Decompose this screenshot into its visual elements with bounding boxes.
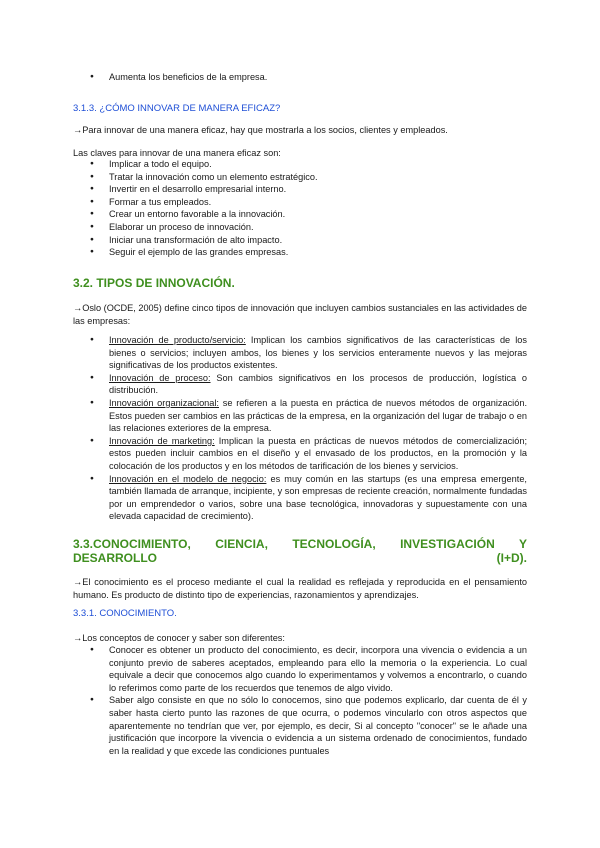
list-item: ● Conocer es obtener un producto del conocimiento, es decir, incorpora una vivencia o evidencia a un conjunto previo de saberes aceptados, empleando para ello la memoria o la experiencia. Lo cual equivale a decir que conocemos algo cuando lo experimentamos y volvemos a encontrarlo, o cuando lo referimos como parte de los recuerdos que tenemos de algo vivido. xyxy=(0,644,527,694)
list-item xyxy=(0,372,527,397)
list-item: ● Implicar a todo el equipo. xyxy=(0,158,527,171)
heading-3-3: 3.3.CONOCIMIENTO, CIENCIA, TECNOLOGÍA, INVESTIGACIÓN Y DESARROLLO (I+D). xyxy=(73,537,527,565)
list-item: ● Aumenta los beneficios de la empresa. xyxy=(0,71,527,84)
list-item xyxy=(0,473,527,523)
term-label: Innovación organizacional: xyxy=(109,397,219,408)
innovation-types-list xyxy=(0,334,527,523)
term-label: Innovación en el modelo de negocio: xyxy=(109,473,267,484)
term-description: es muy común en las startups (es una empresa emergente, también llamada de arranque, incipiente, y son empresas de reciente creación, normalmente fundadas por un emprendedor o varios, sobre una base tecnológica, innovadoras y supuestamente con una elevada capacidad de crecimiento). xyxy=(109,473,527,522)
list-item: ● Tratar la innovación como un elemento estratégico. xyxy=(0,171,527,184)
list-item: ● Saber algo consiste en que no sólo lo conocemos, sino que podemos explicarlo, dar cuenta de él y saber hasta cierto punto las razones de que ocurra, o podemos vincularlo con otros aspectos que aparentemente no tendrían que ver, por ejemplo, es decir, Si al concepto "conocer" se le añade una justificación que incorpore la vivencia o evidencia a un sistema ordenado de conocimientos, fundado en la realidad y que excede las condiciones puntuales xyxy=(0,694,527,757)
top-bullet-list xyxy=(0,71,527,84)
term-label: Innovación de marketing: xyxy=(109,435,215,446)
heading-3-1-3: 3.1.3. ¿CÓMO INNOVAR DE MANERA EFICAZ? xyxy=(73,103,281,114)
paragraph-32-intro: →Oslo (OCDE, 2005) define cinco tipos de innovación que incluyen cambios sustanciales en las actividades de las empresas: xyxy=(73,303,528,326)
list-item: ● Iniciar una transformación de alto impacto. xyxy=(0,234,527,247)
paragraph-313-intro: →Para innovar de una manera eficaz, hay que mostrarla a los socios, clientes y empleados. xyxy=(73,125,448,135)
term-label: Innovación de producto/servicio: xyxy=(109,335,246,345)
list-item: ● Crear un entorno favorable a la innovación. xyxy=(0,208,527,221)
list-item: ● Invertir en el desarrollo empresarial interno. xyxy=(0,183,527,196)
list-item: ● Elaborar un proceso de innovación. xyxy=(0,221,527,234)
heading-3-2: 3.2. TIPOS DE INNOVACIÓN. xyxy=(73,276,235,290)
keys-list xyxy=(0,158,527,259)
term-description: Implican los cambios significativos de las características de los bienes o servicios; incluyen ambos, los bienes y los servicios enteramente nuevos y las mejoras significativas de los productos existentes. xyxy=(109,335,527,371)
paragraph-313-keys-intro: Las claves para innovar de una manera eficaz son: xyxy=(73,148,281,158)
list-item xyxy=(0,397,527,435)
term-label: Innovación de proceso: xyxy=(109,372,211,383)
list-item: ● Formar a tus empleados. xyxy=(0,196,527,209)
list-item xyxy=(0,435,527,473)
list-item xyxy=(0,334,527,372)
list-item: ● Seguir el ejemplo de las grandes empresas. xyxy=(0,246,527,259)
term-description: se refieren a la puesta en práctica de nuevos métodos de organización. Estos pueden ser cambios en las prácticas de la empresa, en la organización del lugar de trabajo o en las relaciones exteriores de la empresa. xyxy=(109,397,527,434)
paragraph-33-intro: →El conocimiento es el proceso mediante el cual la realidad es reflejada y reproducida en el pensamiento humano. Es producto de distinto tipo de experiencias, razonamientos y aprendizajes. xyxy=(73,577,527,600)
term-description: Implican la puesta en prácticas de nuevos métodos de comercialización; estos pueden incluir cambios en el diseño y el envasado de los productos, en la promoción y la colocación de los productos y en los métodos de tarificación de los bienes y servicios. xyxy=(109,435,528,471)
term-description: Son cambios significativos en los procesos de producción, logística o distribución. xyxy=(109,372,527,396)
knowledge-list xyxy=(0,644,527,757)
paragraph-331-intro: →Los conceptos de conocer y saber son diferentes: xyxy=(73,633,285,643)
heading-3-3-1: 3.3.1. CONOCIMIENTO. xyxy=(73,608,177,619)
